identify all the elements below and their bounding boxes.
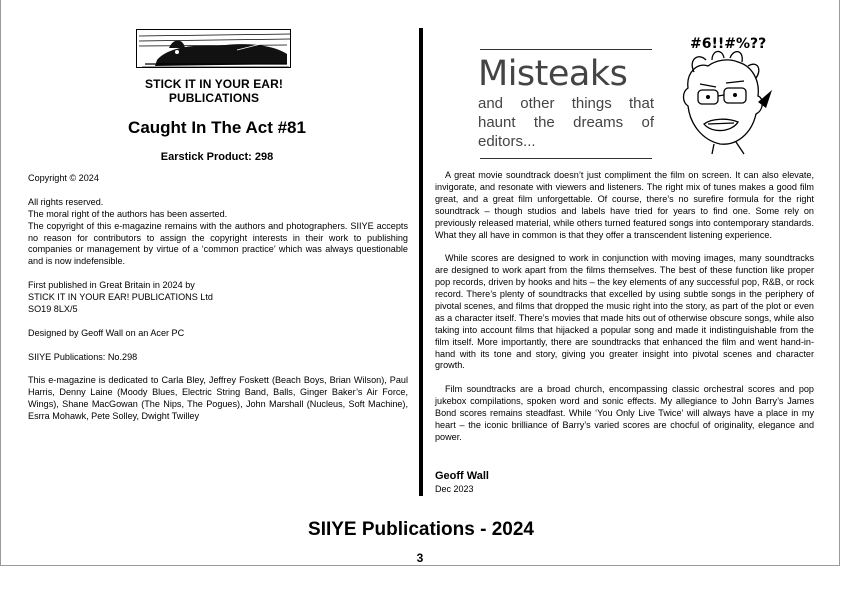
editorial-paragraph-3: Film soundtracks are a broad church, encompassing classic orchestral scores and pop jukebox compilations, spoken word and sonic effects. My allegiance to John Barry’s James Bond scores remains steadfast. While ‘You Only Live Twice’ will always have a place in my heart – the iconic brilliance of Barry’s varied scores are chocful of originality, elegance and power.: [435, 384, 814, 442]
magazine-title: Caught In The Act #81: [128, 118, 306, 137]
publisher-line-1: STICK IT IN YOUR EAR!: [145, 77, 283, 91]
ear-logo-icon: [136, 29, 291, 68]
header-rule-top: [480, 49, 652, 50]
editorial-subheading: and other things that haunt the dreams of editors...: [478, 95, 654, 150]
column-divider: [419, 28, 423, 496]
publisher-name: [120, 77, 308, 105]
copyright-paragraph: The copyright of this e-magazine remains with the authors and photographers. SIIYE accepts no reason for contributors to assign the copyright interests in their work to publishing companies or management by virtue of a ‘common practice’ which was always questionable and is now indefensible.: [28, 220, 408, 267]
imprint-text: [28, 173, 408, 435]
page-number: 3: [416, 551, 424, 565]
moral-right: The moral right of the authors has been asserted.: [28, 208, 228, 219]
editorial-body: [435, 170, 814, 456]
rights-reserved: All rights reserved.: [28, 196, 104, 207]
editorial-heading: Misteaks: [478, 54, 628, 94]
header-rule-bottom: [480, 158, 652, 159]
footer-title: SIIYE Publications - 2024: [308, 519, 534, 540]
editor-cartoon-icon: [668, 32, 778, 156]
designed-by: Designed by Geoff Wall on an Acer PC: [28, 327, 185, 338]
editorial-paragraph-1: A great movie soundtrack doesn’t just compliment the film on screen. It can also elevate, invigorate, and resonate with viewers and listeners. The right mix of tunes makes a good film great, and a great film unforgettable. Of course, there’s no surefire formula for the right soundtrack – though studios and labels have tried for years to find one. Some rely on previously released material, while others turned featured songs into contemporary standards. What they all have in common is that they offer a transcendent listening experience.: [435, 170, 814, 240]
publication-number: SIIYE Publications: No.298: [28, 351, 138, 362]
postcode: SO19 8LX/5: [28, 303, 78, 314]
editorial-paragraph-2: While scores are designed to work in conjunction with moving images, many soundtracks are designed to work apart from the films themselves. The best of these function like proper pop records, driven by hooks and hits – the key elements of any successful pop, R&B, or rock record. There’s plenty of soundtracks that excelled by using subtle songs in the periphery of pivotal scenes, and films that dropped the music right into the story, as part of the plot or even as a character itself. There’s movies that made hits out of otherwise obscure songs, while also taking into account films that hijacked a popular song and made it indistinguishable from the film itself. More importantly, there are soundtracks that enhanced the film and went hand-in-hand with its tone and story, giving you greater insight into pivotal scenes and character growth.: [435, 253, 814, 371]
product-number: Earstick Product: 298: [160, 151, 274, 163]
cartoon-caption: #6!!#%??: [690, 36, 767, 52]
editorial-date: Dec 2023: [435, 484, 474, 494]
dedication: This e-magazine is dedicated to Carla Bley, Jeffrey Foskett (Beach Boys, Brian Wilson), Paul Harris, Denny Laine (Moody Blues, Electric String Band, Balls, Ginger Baker’s Air Force, Wings), Shane MacGowan (The Nips, The Pogues), John Marshall (Nucleus, Soft Machine), Esrra Mohawk, Pete Solley, Dwight Twilley: [28, 375, 408, 422]
first-published: First published in Great Britain in 2024 by: [28, 280, 195, 291]
publisher-line-2: PUBLICATIONS: [168, 91, 260, 105]
publisher-ltd: STICK IT IN YOUR EAR! PUBLICATIONS Ltd: [28, 292, 213, 303]
copyright-line: Copyright © 2024: [28, 173, 99, 183]
author-signature: Geoff Wall: [435, 470, 489, 482]
